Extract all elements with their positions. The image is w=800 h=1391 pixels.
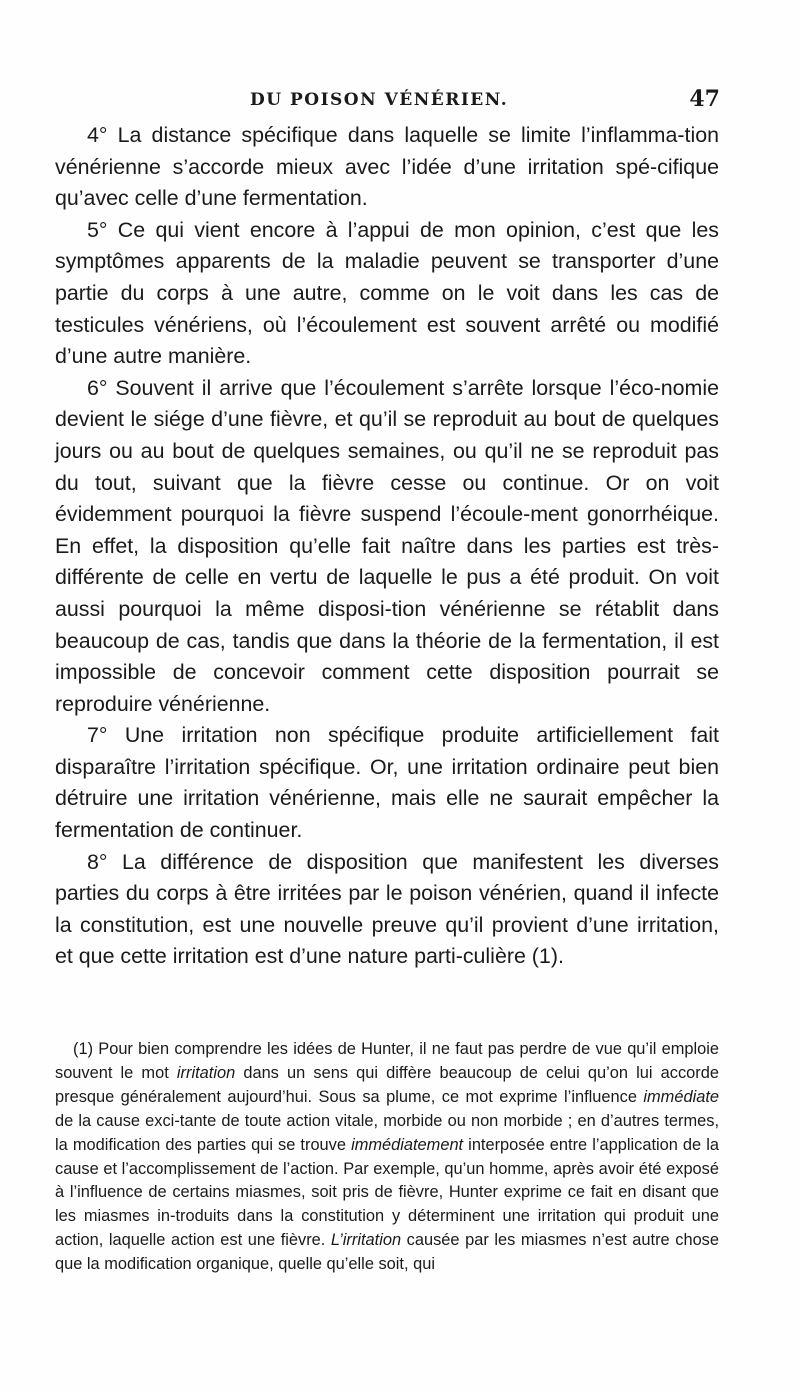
footnote-paragraph xyxy=(55,1038,719,1277)
footnote-emphasis-4: L’irritation xyxy=(330,1231,402,1250)
paragraph-4: 4° La distance spécifique dans laquelle se limite l’inflamma-tion vénérienne s’accorde mieux avec l’idée d’une irritation spé-cifique qu’avec celle d’une fermentation. xyxy=(55,123,719,211)
footnote-text-5: causée par les miasmes n’est autre chose que la modification organique, quelle qu’elle soit, qui xyxy=(55,1231,719,1274)
footnote-emphasis-3: immédiatement xyxy=(351,1135,464,1154)
paragraph-5: 5° Ce qui vient encore à l’appui de mon opinion, c’est que les symptômes apparents de la maladie peuvent se transporter d’une partie du corps à une autre, comme on le voit dans les cas de testicules vénériens, où l’écoulement est souvent arrêté ou modifié d’une autre manière. xyxy=(55,217,719,369)
page-number: 47 xyxy=(689,86,720,112)
running-title: DU POISON VÉNÉRIEN. xyxy=(250,90,509,110)
paragraph-7: 7° Une irritation non spécifique produite artificiellement fait disparaître l’irritation spécifique. Or, une irritation ordinaire peut bien détruire une irritation vénérienne, mais elle ne saurait empêcher la fermentation de continuer. xyxy=(55,723,719,843)
footnote-text-3: de la cause exci-tante de toute action vitale, morbide ou non morbide ; en d’autres termes, la modification des parties qui se trouve xyxy=(55,1111,719,1154)
paragraph-6: 6° Souvent il arrive que l’écoulement s’arrête lorsque l’éco-nomie devient le siége d’une fièvre, et qu’il se reproduit au bout de quelques jours ou au bout de quelques semaines, ou qu’il ne se reproduit pas du tout, suivant que la fièvre cesse ou continue. Or on voit évidemment pourquoi la fièvre suspend l’écoule-ment gonorrhéique. En effet, la disposition qu’elle fait naître dans les parties est très-différente de celle en vertu de laquelle le pus a été produit. On voit aussi pourquoi la même disposi-tion vénérienne se rétablit dans beaucoup de cas, tandis que dans la théorie de la fermentation, il est impossible de concevoir comment cette disposition pourrait se reproduire vénérienne. xyxy=(55,375,719,716)
footnote xyxy=(55,1038,719,1277)
paragraph-8: 8° La différence de disposition que manifestent les diverses parties du corps à être irritées par le poison vénérien, quand il infecte la constitution, est une nouvelle preuve qu’il provient d’une irritation, et que cette irritation est d’une nature parti-culière (1). xyxy=(55,849,719,969)
footnote-text-2: dans un sens qui diffère beaucoup de celui qu’on lui accorde presque généralement aujourd’hui. Sous sa plume, ce mot exprime l’influence xyxy=(55,1063,719,1106)
footnote-emphasis-2: immédiate xyxy=(643,1087,719,1106)
footnote-text-4: interposée entre l’application de la cause et l’accomplissement de l’action. Par exemple, qu’un homme, après avoir été exposé à l’influence de certains miasmes, soit pris de fièvre, Hunter exprime ce fait en disant que les miasmes in-troduits dans la constitution y déterminent une irritation qui produit une action, laquelle action est une fièvre. xyxy=(55,1135,719,1250)
footnote-emphasis-1: irritation xyxy=(176,1063,236,1082)
running-head xyxy=(60,88,720,118)
footnote-text-1: (1) Pour bien comprendre les idées de Hunter, il ne faut pas perdre de vue qu’il emploie souvent le mot xyxy=(55,1040,719,1082)
main-text xyxy=(55,120,719,973)
